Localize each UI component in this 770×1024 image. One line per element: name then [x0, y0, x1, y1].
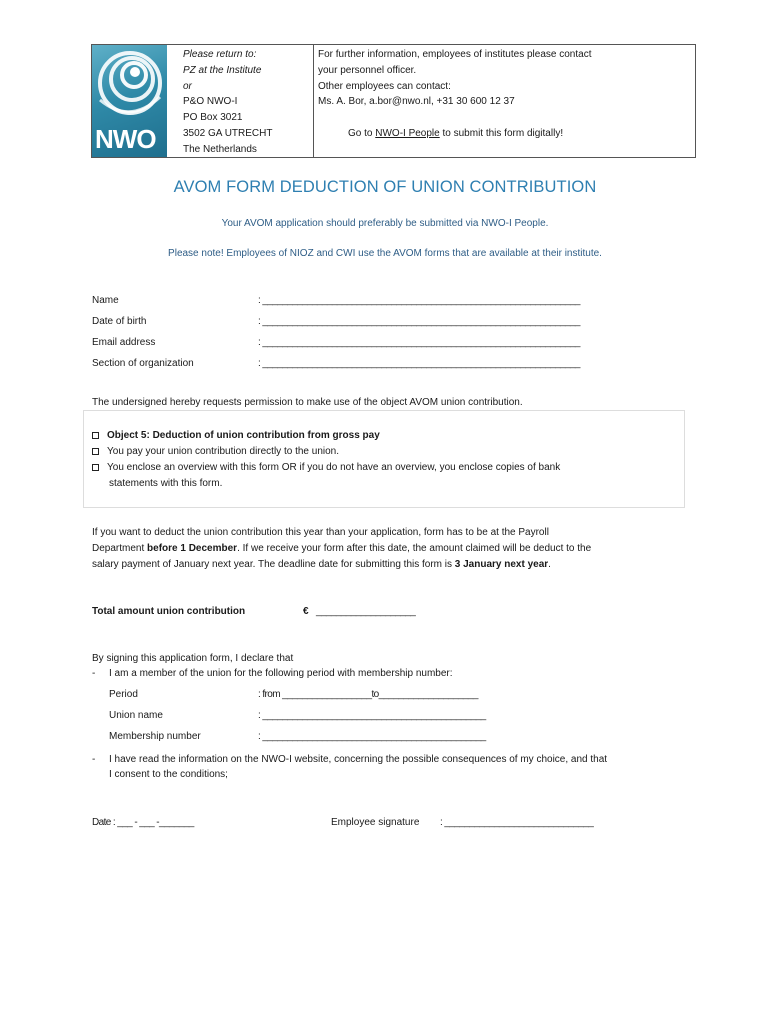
header-divider	[313, 44, 314, 158]
name-label: Name	[92, 295, 119, 306]
form-title: AVOM FORM DEDUCTION OF UNION CONTRIBUTION	[173, 178, 597, 196]
period-label: Period	[109, 689, 138, 700]
return-line: 3502 GA UTRECHT	[183, 127, 273, 139]
return-line: PO Box 3021	[183, 112, 243, 124]
membership-number-field[interactable]: : _____________________________________________	[258, 731, 486, 742]
declaration-item-2: I have read the information on the NWO-I website, concerning the possible consequences of my choice, and that	[109, 754, 608, 765]
info-line: For further information, employees of institutes please contact	[318, 49, 592, 60]
request-text: The undersigned hereby requests permission to make use of the object AVOM union contribution.	[92, 397, 523, 408]
info-line: your personnel officer.	[318, 64, 417, 76]
object-item-2: You enclose an overview with this form OR if you do not have an overview, you enclose copies of bank	[107, 462, 561, 473]
return-line: PZ at the Institute	[183, 64, 262, 76]
total-label: Total amount union contribution	[92, 606, 246, 617]
form-subtitle: Your AVOM application should preferably be submitted via NWO-I People.	[221, 218, 549, 229]
return-line: or	[183, 80, 192, 92]
period-field[interactable]: : from __________________to____________________	[258, 689, 478, 700]
object-item-row	[92, 446, 339, 457]
checkbox-icon[interactable]	[92, 432, 99, 439]
section-field[interactable]: : ________________________________________________________________	[258, 358, 580, 369]
dash-bullet: -	[92, 754, 96, 765]
info-line: Ms. A. Bor, a.bor@nwo.nl, +31 30 600 12 37	[318, 96, 515, 108]
total-amount-field[interactable]: ____________________	[316, 606, 416, 617]
deadline-text: .	[548, 559, 551, 570]
declaration-intro: By signing this application form, I declare that	[92, 653, 294, 664]
form-note: Please note! Employees of NIOZ and CWI use the AVOM forms that are available at their institute.	[168, 248, 602, 259]
section-label: Section of organization	[92, 358, 194, 369]
object-box	[83, 410, 685, 508]
goto-line	[348, 128, 563, 139]
union-name-field[interactable]: : _____________________________________________	[258, 710, 486, 721]
return-line: P&O NWO-I	[183, 96, 238, 108]
signature-label: Employee signature	[331, 817, 420, 828]
logo-text: NWO	[95, 124, 156, 154]
declaration-item-1: I am a member of the union for the following period with membership number:	[109, 668, 453, 679]
declaration-item-2-cont: I consent to the conditions;	[109, 769, 228, 780]
object-item-2-cont: statements with this form.	[109, 478, 223, 489]
deadline-bold: before 1 December	[147, 543, 238, 554]
object-heading: Object 5: Deduction of union contribution from gross pay	[107, 430, 380, 441]
return-line: The Netherlands	[183, 143, 257, 155]
dob-label: Date of birth	[92, 316, 147, 327]
deadline-text: salary payment of January next year. The deadline date for submitting this form is	[92, 559, 455, 570]
return-line: Please return to:	[183, 49, 257, 60]
signature-field[interactable]: : ______________________________	[440, 817, 594, 828]
checkbox-icon[interactable]	[92, 448, 99, 455]
deadline-text: . If we receive your form after this date, the amount claimed will be deduct to the	[237, 543, 592, 554]
deadline-text: Department	[92, 543, 148, 554]
deadline-line-1: If you want to deduct the union contribution this year than your application, form has to be at the Payroll	[92, 527, 549, 538]
return-address	[183, 47, 272, 158]
deadline-line-3	[92, 559, 551, 570]
date-field[interactable]: Date : ___ - ___ -_______	[92, 817, 194, 828]
email-label: Email address	[92, 337, 156, 348]
info-line: Other employees can contact:	[318, 80, 451, 92]
membership-number-label: Membership number	[109, 731, 201, 742]
nwo-logo	[92, 45, 167, 157]
nwo-people-link[interactable]: NWO-I People	[375, 128, 440, 139]
checkbox-icon[interactable]	[92, 464, 99, 471]
email-field[interactable]: : ________________________________________________________________	[258, 337, 580, 348]
object-item-row	[92, 462, 560, 473]
name-field[interactable]: : ________________________________________________________________	[258, 295, 580, 306]
union-name-label: Union name	[109, 710, 163, 721]
dash-bullet: -	[92, 668, 96, 679]
object-heading-row	[92, 430, 380, 441]
contact-info	[318, 47, 591, 110]
deadline-line-2	[92, 543, 591, 554]
object-item-1: You pay your union contribution directly to the union.	[107, 446, 340, 457]
currency-symbol: €	[303, 606, 309, 617]
goto-suffix: to submit this form digitally!	[439, 128, 564, 139]
deadline-bold: 3 January next year	[454, 559, 549, 570]
dob-field[interactable]: : ________________________________________________________________	[258, 316, 580, 327]
goto-prefix: Go to	[348, 128, 376, 139]
